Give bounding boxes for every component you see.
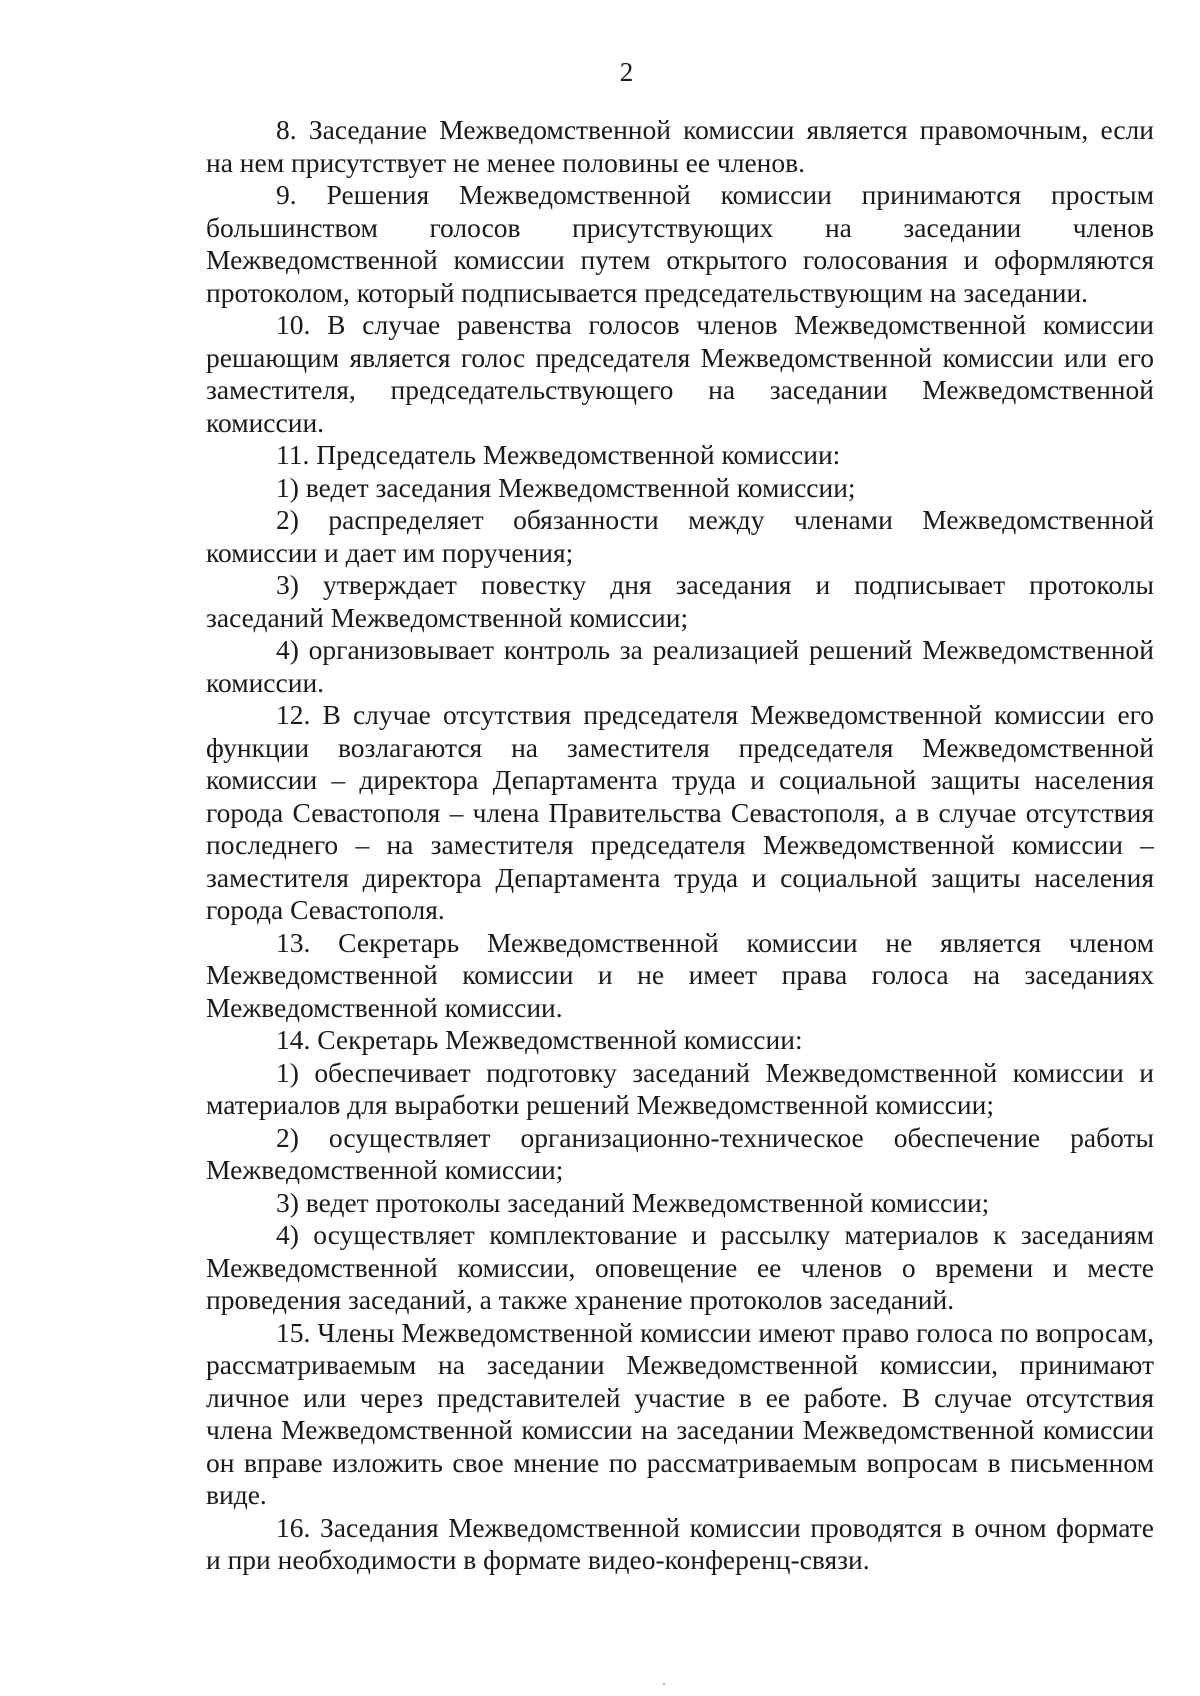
paragraph-10: 10. В случае равенства голосов членов Межведомственной комиссии решающим является голос председателя Межведомственной комиссии или его заместителя, председательствующего на заседании Межведомственной комиссии. bbox=[206, 309, 1154, 438]
paragraph-14: 14. Секретарь Межведомственной комиссии: bbox=[276, 1024, 803, 1055]
page-number: 2 bbox=[619, 57, 634, 87]
paragraph-11-item-1: 1) ведет заседания Межведомственной комиссии; bbox=[276, 471, 856, 503]
paragraph-15: 15. Члены Межведомственной комиссии имеют право голоса по вопросам, рассматриваемым на заседании Межведомственной комиссии, принимают личное или через представителей участие в ее работе. В случае отсутствия члена Межведомственной комиссии на заседании Межведомственной комиссии он вправе изложить свое мнение по рассматриваемым вопросам в письменном виде. bbox=[206, 1316, 1154, 1510]
scan-artifact-dot bbox=[663, 1683, 665, 1685]
paragraph-13: 13. Секретарь Межведомственной комиссии не является членом Межведомственной комиссии и не имеет права голоса на заседаниях Межведомственной комиссии. bbox=[206, 926, 1154, 1023]
paragraph-14-item-1: 1) обеспечивает подготовку заседаний Межведомственной комиссии и материалов для выработки решений Межведомственной комиссии; bbox=[206, 1056, 1154, 1120]
paragraph-9: 9. Решения Межведомственной комиссии принимаются простым большинством голосов присутствующих на заседании членов Межведомственной комиссии путем открытого голосования и оформляются протоколом, который подписывается председательствующим на заседании. bbox=[206, 179, 1154, 308]
paragraph-8: 8. Заседание Межведомственной комиссии является правомочным, если на нем присутствует не менее половины ее членов. bbox=[206, 114, 1154, 178]
paragraph-11-item-4: 4) организовывает контроль за реализацией решений Межведомственной комиссии. bbox=[206, 634, 1154, 698]
paragraph-11-item-3: 3) утверждает повестку дня заседания и подписывает протоколы заседаний Межведомственной комиссии; bbox=[206, 569, 1154, 633]
document-body bbox=[206, 114, 1154, 1577]
paragraph-11-item-2: 2) распределяет обязанности между членами Межведомственной комиссии и дает им поручения; bbox=[206, 504, 1154, 568]
paragraph-14-item-3: 3) ведет протоколы заседаний Межведомственной комиссии; bbox=[276, 1186, 990, 1218]
paragraph-14-item-2: 2) осуществляет организационно-техническое обеспечение работы Межведомственной комиссии; bbox=[206, 1121, 1154, 1185]
paragraph-16: 16. Заседания Межведомственной комиссии проводятся в очном формате и при необходимости в формате видео-конференц-связи. bbox=[206, 1511, 1154, 1575]
paragraph-14-item-4: 4) осуществляет комплектование и рассылку материалов к заседаниям Межведомственной комиссии, оповещение ее членов о времени и месте проведения заседаний, а также хранение протоколов заседаний. bbox=[206, 1219, 1154, 1315]
paragraph-12: 12. В случае отсутствия председателя Межведомственной комиссии его функции возлагаются на заместителя председателя Межведомственной комиссии – директора Департамента труда и социальной защиты населения города Севастополя – члена Правительства Севастополя, а в случае отсутствия последнего – на заместителя председателя Межведомственной комиссии – заместителя директора Департамента труда и социальной защиты населения города Севастополя. bbox=[206, 699, 1154, 925]
paragraph-11: 11. Председатель Межведомственной комиссии: bbox=[276, 439, 841, 470]
